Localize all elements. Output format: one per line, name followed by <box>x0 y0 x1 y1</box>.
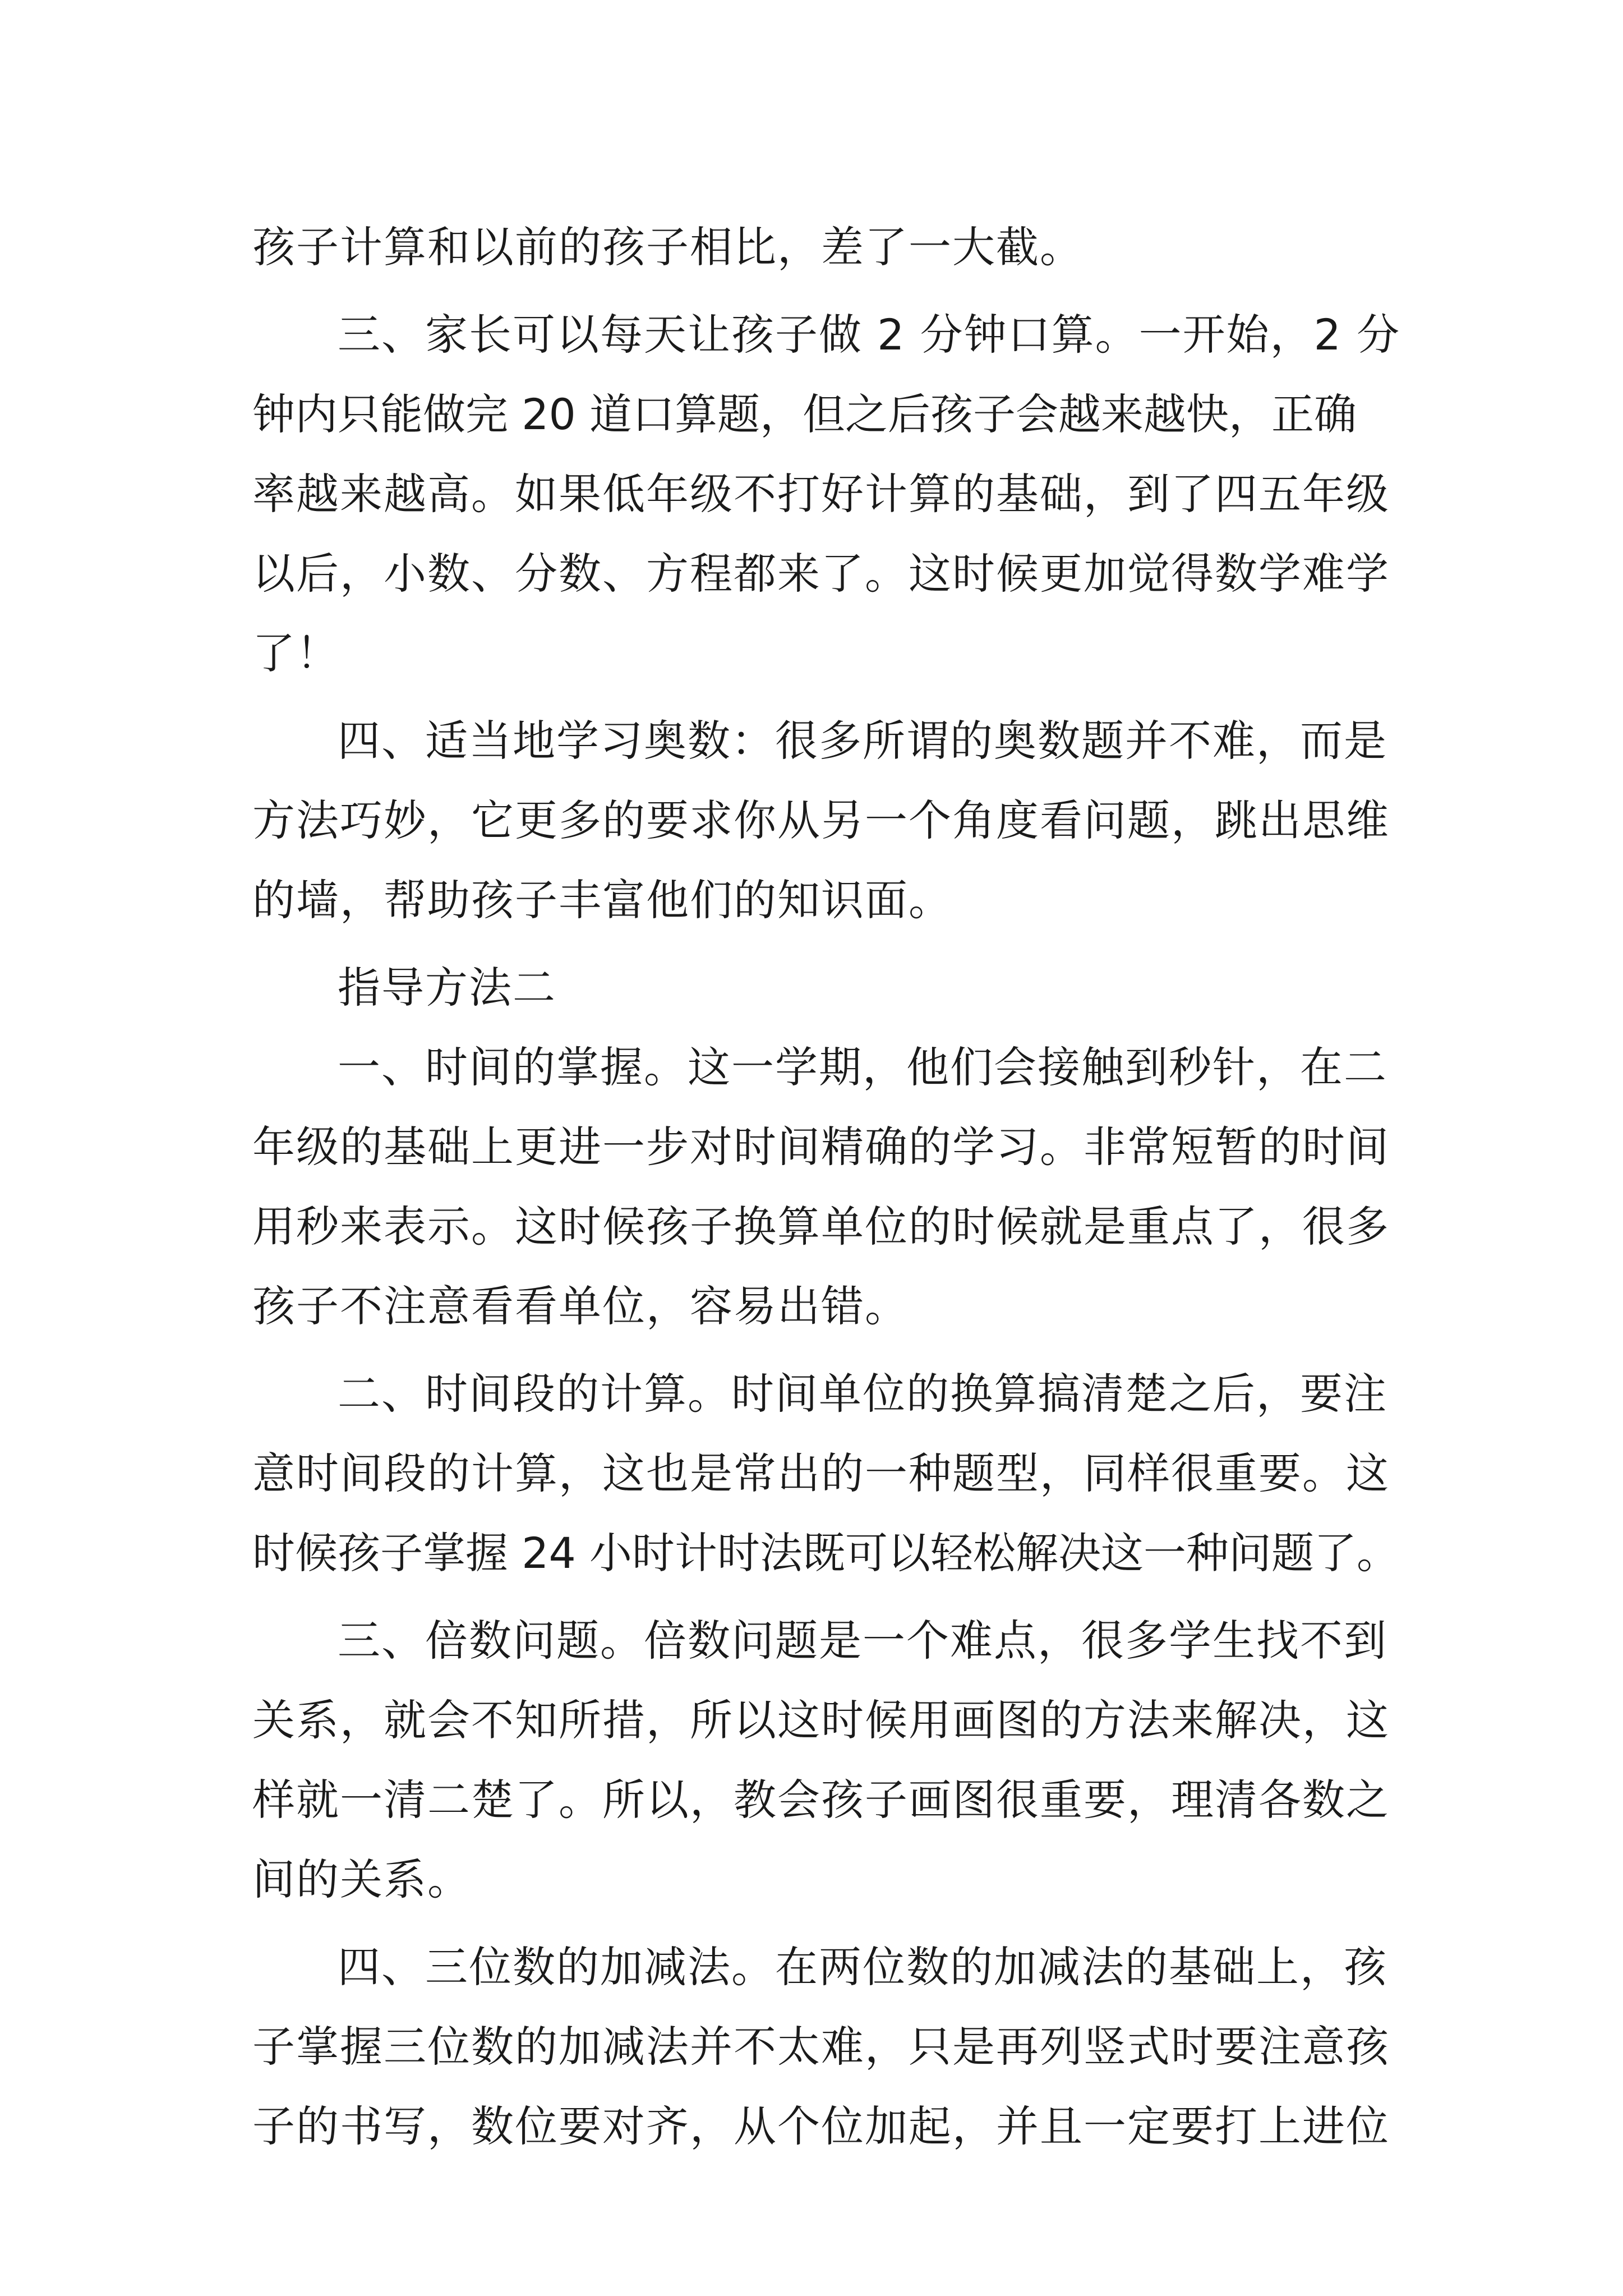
paragraph-first-line: 指导方法二 <box>338 963 556 1013</box>
paragraph-line: 时候孩子掌握 24 小时计时法既可以轻松解决这一种问题了。 <box>252 1528 1400 1578</box>
paragraph-gap <box>252 940 1396 948</box>
paragraph-gap <box>252 1593 1396 1601</box>
paragraph-line: 钟内只能做完 20 道口算题，但之后孩子会越来越快，正确 <box>252 389 1357 439</box>
paragraph-line: 子掌握三位数的加减法并不太难，只是再列竖式时要注意孩 <box>252 2022 1390 2072</box>
paragraph-first-line: 三、倍数问题。倍数问题是一个难点，很多学生找不到 <box>338 1616 1387 1665</box>
paragraph-first-line: 四、三位数的加减法。在两位数的加减法的基础上，孩 <box>338 1942 1387 1992</box>
paragraph-line: 率越来越高。如果低年级不打好计算的基础，到了四五年级 <box>252 469 1390 519</box>
paragraph-line: 了！ <box>252 628 340 678</box>
paragraph-first-line: 一、时间的掌握。这一学期，他们会接触到秒针，在二 <box>338 1042 1387 1092</box>
paragraph-line: 方法巧妙，它更多的要求你从另一个角度看问题，跳出思维 <box>252 795 1390 845</box>
document-body <box>252 208 1401 2166</box>
paragraph-line: 年级的基础上更进一步对时间精确的学习。非常短暂的时间 <box>252 1122 1390 1172</box>
paragraph-line: 子的书写，数位要对齐，从个位加起，并且一定要打上进位 <box>252 2101 1390 2151</box>
paragraph-line: 样就一清二楚了。所以，教会孩子画图很重要，理清各数之 <box>252 1775 1390 1825</box>
paragraph-gap <box>252 1920 1396 1927</box>
paragraph-first-line: 三、家长可以每天让孩子做 2 分钟口算。一开始，2 分 <box>338 310 1401 360</box>
paragraph-first-line: 四、适当地学习奥数：很多所谓的奥数题并不难，而是 <box>338 716 1387 766</box>
paragraph-line: 用秒来表示。这时候孩子换算单位的时候就是重点了，很多 <box>252 1202 1390 1251</box>
paragraph-line: 孩子不注意看看单位，容易出错。 <box>252 1281 909 1331</box>
paragraph-gap <box>252 287 1396 295</box>
paragraph-line: 孩子计算和以前的孩子相比，差了一大截。 <box>252 222 1083 272</box>
paragraph-line: 关系，就会不知所措，所以这时候用画图的方法来解决，这 <box>252 1695 1390 1745</box>
paragraph-line: 以后，小数、分数、方程都来了。这时候更加觉得数学难学 <box>252 549 1390 599</box>
paragraph-gap <box>252 1346 1396 1354</box>
paragraph-line: 意时间段的计算，这也是常出的一种题型，同样很重要。这 <box>252 1448 1390 1498</box>
paragraph-line: 间的关系。 <box>252 1855 471 1904</box>
paragraph-first-line: 二、时间段的计算。时间单位的换算搞清楚之后，要注 <box>338 1369 1387 1419</box>
paragraph-line: 的墙，帮助孩子丰富他们的知识面。 <box>252 875 952 925</box>
paragraph-gap <box>252 693 1396 701</box>
